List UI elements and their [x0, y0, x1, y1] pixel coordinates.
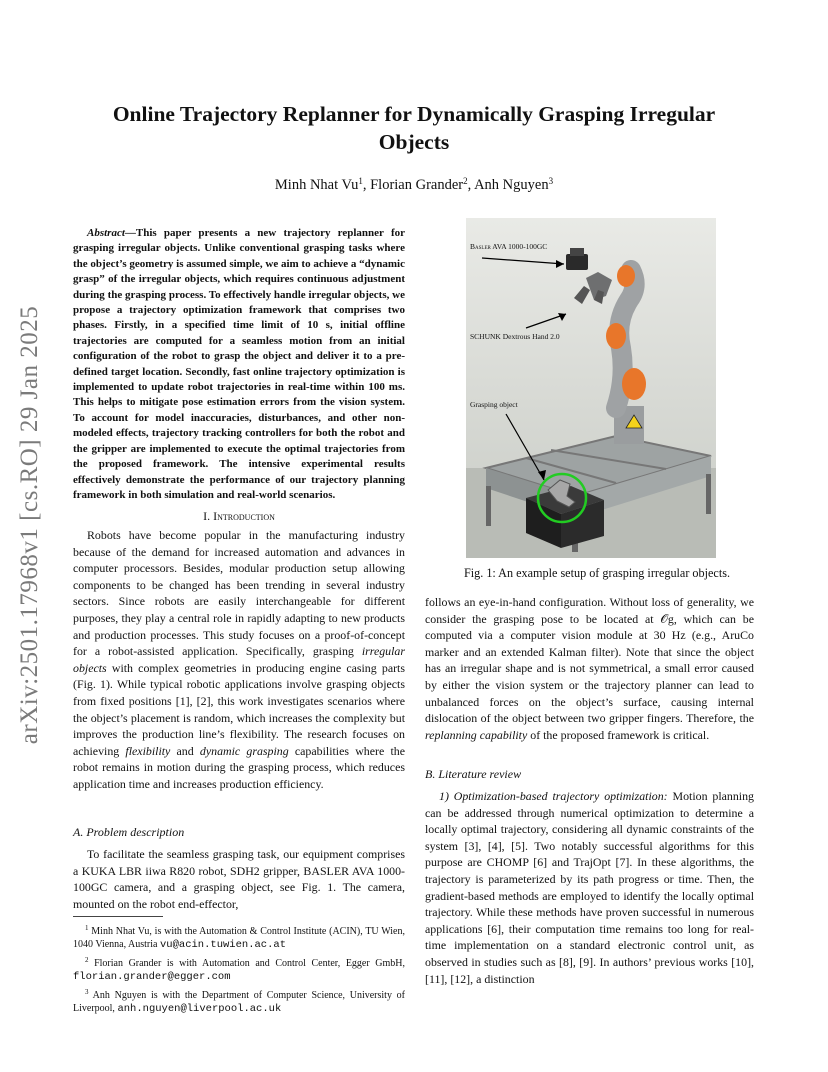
subsubsection-heading: 1) Optimization-based trajectory optimization: [439, 789, 668, 803]
author-name: Florian Grander [370, 177, 464, 193]
footnotes [73, 922, 405, 1018]
intro-paragraph [73, 527, 405, 793]
intro-emphasis: dynamic grasping [199, 743, 289, 758]
body-text: of the proposed framework is critical. [527, 727, 710, 742]
robot-setup-illustration [466, 218, 716, 558]
problem-text: To facilitate the seamless grasping task, our equipment comprises a KUKA LBR iiwa R820 robot, SDH2 gripper, BASLER AVA 1000-100GC camera, and a grasping object, see Fig. 1. The camera, mounted on the robot end-effector, [73, 847, 405, 911]
abstract-text: This paper presents a new trajectory replanner for grasping irregular objects. Unlike conventional grasping tasks where the object’s geometry is assumed simple, we aim to achieve a “dynamic grasp” of the irregular objects, which requires continuous adjustment during the grasping process. To effectively handle irregular objects, we propose a trajectory optimization framework that comprises two phases. Firstly, in a specified time limit of 10 s, initial offline trajectories are computed for a seamless motion from an initial configuration of the robot to grasp the object and deliver it to a pre-defined target location. Secondly, fast online trajectory optimization is implemented to update robot trajectories in real-time within 100 ms. This helps to mitigate pose estimation errors from the vision system. To account for model inaccuracies, disturbances, and other non-modeled effects, trajectory tracking controllers for both the robot and the gripper are implemented to execute the optimal trajectories from the proposed framework. The intensive experimental results effectively demonstrate the performance of our trajectory planning framework in both simulation and real-world scenarios. [73, 227, 405, 501]
intro-emphasis: flexibility [125, 743, 171, 758]
body-emphasis: replanning capability [425, 727, 528, 742]
arxiv-sidebar [2, 290, 58, 760]
label-hand: SCHUNK Dextrous Hand 2.0 [470, 332, 560, 341]
footnote-mark: 3 [85, 988, 89, 996]
footnote-email: anh.nguyen@liverpool.ac.uk [117, 1003, 282, 1015]
footnote [73, 922, 405, 952]
section-heading-introduction [73, 509, 405, 524]
footnote [73, 986, 405, 1016]
footnote-rule [73, 916, 163, 917]
author-name: Anh Nguyen [474, 177, 549, 193]
literature-paragraph [425, 788, 754, 987]
author-name: Minh Nhat Vu [274, 177, 359, 193]
section-title: Introduction [213, 509, 275, 523]
author-mark: 3 [548, 176, 554, 186]
intro-text: and [170, 743, 200, 758]
body-text: follows an eye-in-hand configuration. Without loss of generality, we consider the grasping pose to be located at 𝒪g, which can be computed via a computer vision module at 30 Hz (e.g., AruCo marker and an extended Kalman filter). Note that since the object has an irregular shape and is not symmetrical, a small error caused by either the vision system or the trajectory planner can lead to unbalanced forces on the object’s surface, causing internal dislocation of the object between two gripper fingers. Therefore, the [425, 595, 754, 726]
author-list: Minh Nhat Vu$^1$, Florian Grander$^2$, Anh Nguyen$^3$ [274, 176, 554, 193]
author-mark: 2 [463, 176, 468, 186]
intro-emphasis: irregular objects [73, 644, 405, 675]
figure-caption: Fig. 1: An example setup of grasping irregular objects. [463, 566, 731, 580]
footnote-mark: 1 [85, 924, 89, 932]
abstract: Abstract—This paper presents a new trajectory replanner for grasping irregular objects. Unlike conventional grasping tasks where the object’s geometry is assumed simple, we aim to achieve a “dynamic grasp” of the irregular objects, which requires continuous adjustment during the grasping process. To effectively handle irregular objects, we propose a trajectory optimization framework that comprises two phases. Firstly, in a specified time limit of 10 s, initial offline trajectories are computed for a seamless motion from an initial configuration of the robot to grasp the object and deliver it to a pre-defined target location. Secondly, fast online trajectory optimization is implemented to update robot trajectories in real-time within 100 ms. This helps to mitigate pose estimation errors from the vision system. To account for model inaccuracies, disturbances, and other non-modeled effects, trajectory tracking controllers for both the robot and the gripper are implemented to execute the optimal trajectories from the proposed framework. The intensive experimental results effectively demonstrate the performance of our trajectory planning framework in both simulation and real-world scenarios. [73, 227, 405, 501]
problem-paragraph [73, 846, 405, 912]
label-camera: Basler AVA 1000-100GC [470, 242, 548, 251]
footnote-text: Florian Grander is with Automation and Control Center, Egger GmbH, [94, 958, 406, 969]
intro-text: capabilities where the robot remains in motion during the grasping process, which reduces application time and increases production efficiency. [73, 743, 405, 791]
intro-text: Robots have become popular in the manufacturing industry because of the demand for increased automation and advances in computer processors. Besides, modular production setup allowing components to be changed has been trending in several industry sectors. Since robots are easily interchangeable for different purposes, they play a central role in rapidly adapting to new products and production processes. This study focuses on a proof-of-concept for a robot-assisted application. Specifically, grasping [73, 528, 405, 659]
arxiv-id: arXiv:2501.17968v1 [cs.RO] 29 Jan 2025 [16, 305, 43, 745]
intro-text: with complex geometries in producing engine casing parts (Fig. 1). While typical robotic applications involve grasping objects from fixed positions [1], [2], this work investigates scenarios where the object’s placement is random, which increases the complexity but improves the production line’s flexibility. The research focuses on achieving [73, 660, 405, 758]
footnote [73, 954, 405, 984]
author-mark: 1 [358, 176, 363, 186]
footnote-text: Anh Nguyen is with the Department of Computer Science, University of Liverpool, [73, 990, 406, 1014]
subsection-heading-problem: A. Problem description [73, 825, 185, 839]
figure-robot-setup [466, 218, 716, 558]
abstract-label: Abstract [87, 227, 125, 239]
footnote-email: florian.grander@egger.com [73, 971, 231, 983]
paper-title: Online Trajectory Replanner for Dynamically Grasping Irregular Objects [112, 102, 716, 154]
subsection-heading-literature: B. Literature review [425, 767, 522, 781]
problem-continued-paragraph [425, 594, 754, 743]
body-text: Motion planning can be addressed through numerical optimization to determine a locally optimal trajectory, considering all dynamic constraints of the system [3], [4], [5]. Two notably successful algorithms for this purpose are CHOMP [6] and TrajOpt [7]. In these algorithms, the trajectory is parameterized by its path progress or time. Then, the gradient-based methods are employed to identify the locally optimal trajectory. While these methods have proven successful in numerous applications [6], their computation time remains too long for real-time implementation on a standard electronic control unit, as observed in studies such as [8], [9]. In authors’ previous works [10], [11], [12], a distinction [425, 789, 754, 986]
footnote-email: vu@acin.tuwien.ac.at [159, 939, 287, 951]
section-number: I. [203, 509, 211, 523]
label-object: Grasping object [470, 400, 518, 409]
footnote-mark: 2 [85, 956, 89, 964]
footnote-text: Minh Nhat Vu, is with the Automation & Control Institute (ACIN), TU Wien, 1040 Vienna, Austria [73, 926, 405, 950]
